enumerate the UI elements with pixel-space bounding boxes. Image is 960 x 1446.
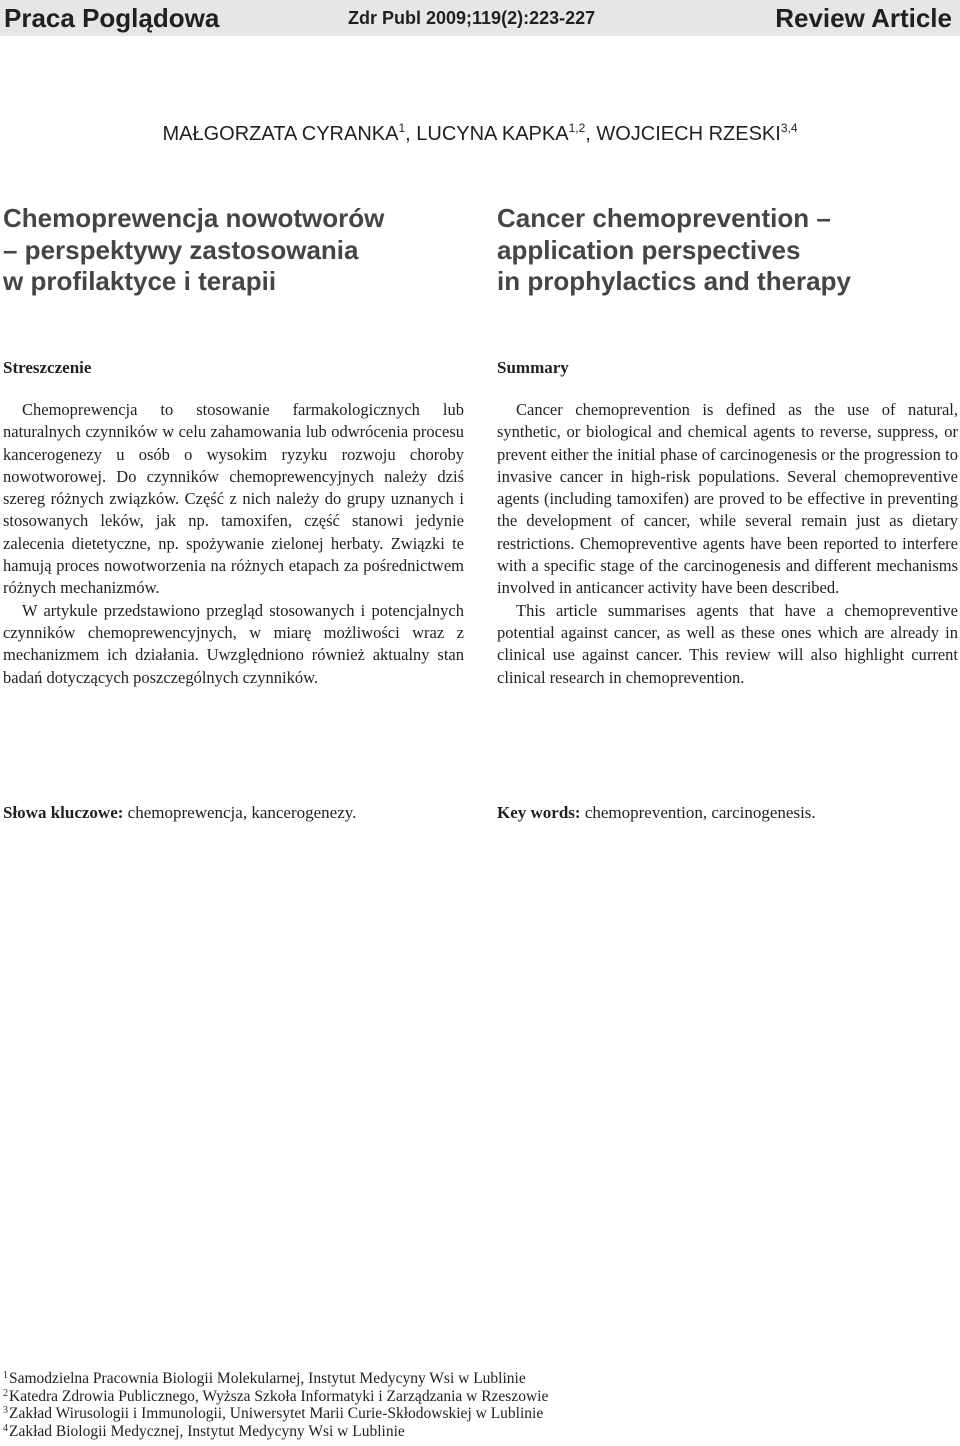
- article-title-pl: [3, 203, 463, 298]
- title-line: w profilaktyce i terapii: [3, 266, 277, 296]
- keywords-text: chemoprewencja, kancerogenezy.: [127, 803, 357, 822]
- affiliation-number: 2: [3, 1387, 8, 1399]
- affiliation-number: 4: [3, 1422, 8, 1434]
- affiliation-item: [3, 1423, 903, 1441]
- keywords-text: chemoprevention, carcinogenesis.: [584, 803, 816, 822]
- author-list: [0, 123, 960, 146]
- article-type-en: Review Article: [775, 3, 952, 33]
- keywords-label: Słowa kluczowe:: [3, 803, 124, 822]
- author-affiliation-ref: 3,4: [780, 121, 798, 135]
- author-name: MAŁGORZATA CYRANKA: [162, 123, 399, 145]
- title-line: – perspektywy zastosowania: [3, 234, 359, 265]
- keywords-label: Key words:: [497, 803, 581, 822]
- affiliation-item: [3, 1388, 903, 1406]
- journal-citation: Zdr Publ 2009;119(2):223-227: [348, 8, 596, 28]
- affiliation-text: Zakład Biologii Medycznej, Instytut Medycyny Wsi w Lublinie: [9, 1422, 405, 1440]
- abstract-paragraph: W artykule przedstawiono przegląd stosowanych i potencjalnych czynników chemoprewencyjnych, w miarę możliwości wraz z mechanizmem ich działania. Uwzględniono również aktualny stan badań dotyczących poszczególnych czynników.: [3, 600, 464, 687]
- article-title-en: [497, 203, 957, 298]
- title-line: Chemoprewencja nowotworów: [3, 203, 385, 233]
- title-line: application perspectives: [497, 234, 801, 265]
- author-affiliation-ref: 1: [398, 121, 406, 135]
- keywords-pl: [3, 802, 356, 824]
- author-name: WOJCIECH RZESKI: [596, 123, 781, 145]
- author-affiliation-ref: 1,2: [568, 121, 586, 135]
- affiliation-number: 1: [3, 1370, 8, 1381]
- author-separator: ,: [405, 123, 417, 145]
- affiliation-text: Zakład Wirusologii i Immunologii, Uniwersytet Marii Curie-Skłodowskiej w Lublinie: [9, 1405, 544, 1422]
- affiliation-text: Samodzielna Pracownia Biologii Molekularnej, Instytut Medycyny Wsi w Lublinie: [9, 1370, 526, 1387]
- title-line: in prophylactics and therapy: [497, 266, 851, 296]
- abstract-paragraph: Cancer chemoprevention is defined as the use of natural, synthetic, or biological and chemical agents to reverse, suppress, or prevent either the initial phase of carcinogenesis or the progression to invasive cancer in high-risk populations. Several chemopreventive agents (including tamoxifen) are proved to be effective in preventing the development of cancer, while several remain just as dietary restrictions. Chemopreventive agents have been reported to interfere with a specific stage of the carcinogenesis and different mechanisms involved in anticancer activity have been described.: [497, 400, 958, 598]
- keywords-en: [497, 802, 816, 824]
- article-type-pl: Praca Poglądowa: [4, 3, 220, 33]
- affiliation-item: [3, 1370, 903, 1388]
- affiliation-number: 3: [3, 1405, 8, 1416]
- title-line: Cancer chemoprevention –: [497, 203, 831, 233]
- author-name: LUCYNA KAPKA: [416, 123, 569, 145]
- abstract-paragraph: Chemoprewencja to stosowanie farmakologicznych lub naturalnych czynników w celu zahamowania lub odwrócenia procesu kancerogenezy u osób o wysokim ryzyku rozwoju choroby nowotworowej. Do czynników chemoprewencyjnych należy dziś szereg różnych związków. Część z nich należy do grupy uznanych i stosowanych leków, jak np. tamoxifen, część stanowi jedynie zalecenia dietetyczne, np. spożywanie zielonej herbaty. Związki te hamują proces nowotworzenia na różnych etapach za pośrednictwem różnych mechanizmów.: [3, 400, 464, 598]
- abstract-body-pl: [3, 399, 464, 689]
- affiliation-item: [3, 1405, 903, 1423]
- affiliation-text: Katedra Zdrowia Publicznego, Wyższa Szkoła Informatyki i Zarządzania w Rzeszowie: [9, 1387, 549, 1405]
- author-separator: ,: [585, 123, 597, 145]
- abstract-body-en: [497, 399, 958, 689]
- abstract-paragraph: This article summarises agents that have a chemopreventive potential against cancer, as well as these ones which are already in clinical use against cancer. This review will also highlight current clinical research in chemoprevention.: [497, 600, 958, 687]
- abstract-heading-pl: Streszczenie: [3, 358, 92, 377]
- affiliations: [3, 1370, 903, 1440]
- abstract-heading-en: Summary: [497, 358, 569, 377]
